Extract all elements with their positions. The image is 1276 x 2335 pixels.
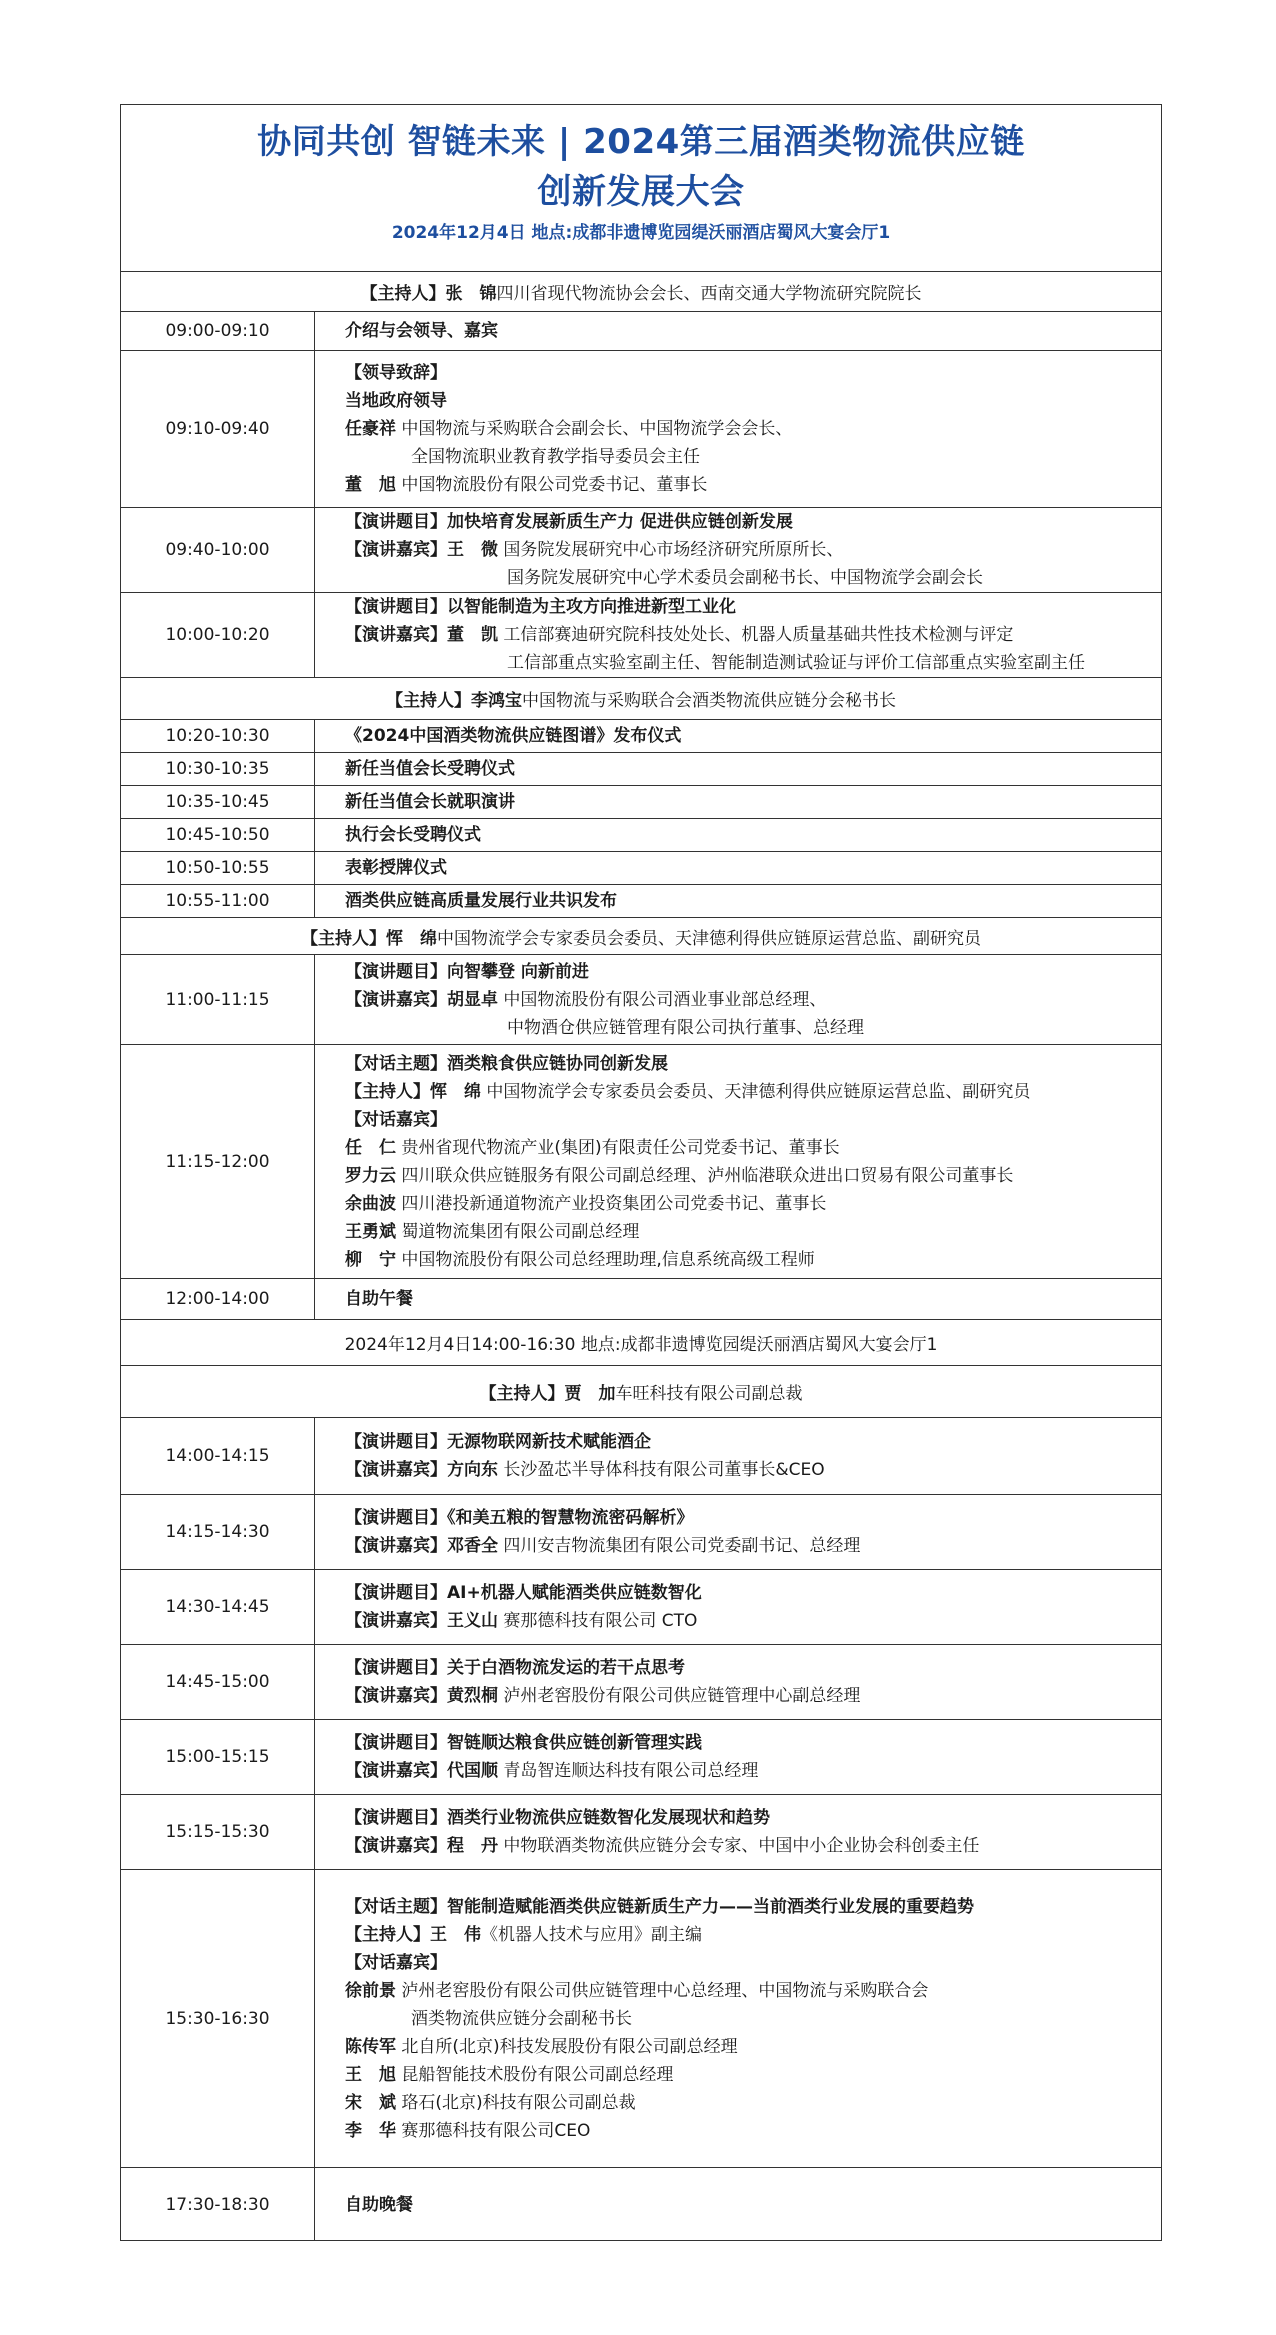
table-row	[121, 1720, 1161, 1795]
speaker-title: 长沙盈芯半导体科技有限公司董事长&CEO	[498, 1460, 825, 1480]
time-cell: 10:00-10:20	[121, 593, 315, 677]
time-cell: 09:10-09:40	[121, 351, 315, 507]
panelist-name: 余曲波	[345, 1193, 396, 1214]
table-row	[121, 1870, 1161, 2168]
panelist-title: 北自所(北京)科技发展股份有限公司副总经理	[396, 2036, 738, 2057]
speaker-label: 【演讲嘉宾】王 微	[345, 540, 498, 560]
speaker-title: 中物联酒类物流供应链分会专家、中国中小企业协会科创委主任	[498, 1836, 980, 1856]
talk-topic: 【演讲题目】AI+机器人赋能酒类供应链数智化	[345, 1583, 702, 1603]
date-location: 2024年12月4日 地点:成都非遗博览园缇沃丽酒店蜀风大宴会厅1	[391, 223, 891, 243]
time-cell: 10:30-10:35	[121, 753, 315, 785]
speaker-label: 【演讲嘉宾】董 凯	[345, 625, 498, 645]
panelist-name: 陈传军	[345, 2036, 396, 2057]
panelist-title: 珞石(北京)科技有限公司副总裁	[396, 2092, 636, 2113]
speaker-label: 【演讲嘉宾】王义山	[345, 1611, 498, 1631]
panelists-label: 【对话嘉宾】	[345, 1109, 447, 1130]
speaker-name: 任豪祥	[345, 419, 396, 439]
table-row	[121, 2168, 1161, 2241]
panelists-label: 【对话嘉宾】	[345, 1952, 447, 1973]
time-cell: 09:00-09:10	[121, 312, 315, 350]
time-cell: 12:00-14:00	[121, 1279, 315, 1319]
session-title: 新任当值会长受聘仪式	[345, 759, 515, 779]
table-row	[121, 786, 1161, 819]
session-title: 执行会长受聘仪式	[345, 825, 481, 845]
panelist-title: 泸州老窖股份有限公司供应链管理中心总经理、中国物流与采购联合会	[396, 1980, 929, 2001]
time-cell: 14:15-14:30	[121, 1495, 315, 1569]
speaker-title-cont: 工信部重点实验室副主任、智能制造测试验证与评价工信部重点实验室副主任	[507, 653, 1085, 673]
speaker-label: 【演讲嘉宾】邓香全	[345, 1536, 498, 1556]
speaker-title-cont: 中物酒仓供应链管理有限公司执行董事、总经理	[507, 1017, 864, 1038]
table-row	[121, 1279, 1161, 1320]
speaker-title: 青岛智连顺达科技有限公司总经理	[498, 1761, 759, 1781]
table-row	[121, 1495, 1161, 1570]
panelist-name: 罗力云	[345, 1165, 396, 1186]
session-title: 酒类供应链高质量发展行业共识发布	[345, 891, 617, 911]
session-title: 自助晚餐	[345, 2194, 413, 2215]
section-label: 【领导致辞】	[345, 363, 447, 383]
panelist-title: 贵州省现代物流产业(集团)有限责任公司党委书记、董事长	[396, 1137, 840, 1158]
host-text: 四川省现代物流协会会长、西南交通大学物流研究院院长	[496, 284, 922, 304]
panelist-title: 赛那德科技有限公司CEO	[396, 2120, 591, 2141]
time-cell: 11:00-11:15	[121, 955, 315, 1044]
host-text: 车旺科技有限公司副总裁	[615, 1384, 803, 1404]
table-row	[121, 720, 1161, 753]
time-cell: 15:15-15:30	[121, 1795, 315, 1869]
dialogue-topic: 【对话主题】智能制造赋能酒类供应链新质生产力——当前酒类行业发展的重要趋势	[345, 1896, 974, 1917]
panelist-title: 四川港投新通道物流产业投资集团公司党委书记、董事长	[396, 1193, 827, 1214]
table-row	[121, 885, 1161, 918]
host-label: 【主持人】贾 加	[479, 1384, 616, 1404]
panelist-title: 昆船智能技术股份有限公司副总经理	[396, 2064, 674, 2085]
time-cell: 17:30-18:30	[121, 2168, 315, 2241]
time-cell: 10:35-10:45	[121, 786, 315, 818]
time-cell: 10:20-10:30	[121, 720, 315, 752]
speaker-label: 【演讲嘉宾】胡显卓	[345, 989, 498, 1010]
speaker-title: 中国物流股份有限公司酒业事业部总经理、	[498, 989, 827, 1010]
table-row	[121, 852, 1161, 885]
speaker-title-cont: 国务院发展研究中心学术委员会副秘书长、中国物流学会副会长	[507, 568, 983, 588]
time-cell: 14:45-15:00	[121, 1645, 315, 1719]
speaker-title: 泸州老窖股份有限公司供应链管理中心副总经理	[498, 1686, 861, 1706]
agenda-table	[120, 104, 1162, 2241]
speaker-label: 【演讲嘉宾】黄烈桐	[345, 1686, 498, 1706]
table-row	[121, 955, 1161, 1045]
panelist-title: 中国物流股份有限公司总经理助理,信息系统高级工程师	[396, 1249, 815, 1270]
talk-topic: 【演讲题目】以智能制造为主攻方向推进新型工业化	[345, 597, 736, 617]
table-row	[121, 1418, 1161, 1495]
session-title: 新任当值会长就职演讲	[345, 792, 515, 812]
table-row	[121, 593, 1161, 678]
time-cell: 14:00-14:15	[121, 1418, 315, 1494]
table-row	[121, 351, 1161, 508]
panelist-name: 宋 斌	[345, 2092, 396, 2113]
speaker-title: 国务院发展研究中心市场经济研究所原所长、	[498, 540, 844, 560]
table-row	[121, 312, 1161, 351]
talk-topic: 【演讲题目】加快培育发展新质生产力 促进供应链创新发展	[345, 512, 793, 532]
talk-topic: 【演讲题目】酒类行业物流供应链数智化发展现状和趋势	[345, 1808, 770, 1828]
speaker-label: 【演讲嘉宾】程 丹	[345, 1836, 498, 1856]
speaker-title: 中国物流与采购联合会副会长、中国物流学会会长、	[396, 419, 793, 439]
panelist-name: 王勇斌	[345, 1221, 396, 1242]
speaker-label: 【演讲嘉宾】方向东	[345, 1460, 498, 1480]
table-row	[121, 1795, 1161, 1870]
speaker-title: 中国物流股份有限公司党委书记、董事长	[396, 475, 708, 495]
agenda-header	[121, 105, 1161, 272]
host-text: 中国物流学会专家委员会委员、天津德利得供应链原运营总监、副研究员	[437, 928, 981, 949]
session-title: 自助午餐	[345, 1289, 413, 1309]
time-cell: 10:50-10:55	[121, 852, 315, 884]
speaker-title: 赛那德科技有限公司 CTO	[498, 1611, 698, 1631]
panelist-name: 徐前景	[345, 1980, 396, 2001]
moderator-title: 中国物流学会专家委员会委员、天津德利得供应链原运营总监、副研究员	[481, 1081, 1031, 1102]
table-row	[121, 1045, 1161, 1279]
table-row	[121, 819, 1161, 852]
host-label: 【主持人】恽 绵	[301, 928, 437, 949]
panelist-name: 李 华	[345, 2120, 396, 2141]
dialogue-topic: 【对话主题】酒类粮食供应链协同创新发展	[345, 1053, 668, 1074]
panelist-title-cont: 酒类物流供应链分会副秘书长	[411, 2008, 632, 2029]
time-cell: 14:30-14:45	[121, 1570, 315, 1644]
talk-topic: 【演讲题目】智链顺达粮食供应链创新管理实践	[345, 1733, 702, 1753]
talk-topic: 【演讲题目】向智攀登 向新前进	[345, 961, 589, 982]
speaker-name: 董 旭	[345, 475, 396, 495]
table-row	[121, 1645, 1161, 1720]
panelist-name: 任 仁	[345, 1137, 396, 1158]
panelist-title: 四川联众供应链服务有限公司副总经理、泸州临港联众进出口贸易有限公司董事长	[396, 1165, 1014, 1186]
host-label: 【主持人】李鸿宝	[386, 691, 522, 711]
panelist-name: 柳 宁	[345, 1249, 396, 1270]
time-cell: 09:40-10:00	[121, 508, 315, 592]
speaker-label: 【演讲嘉宾】代国顺	[345, 1761, 498, 1781]
host-row	[121, 272, 1161, 312]
moderator-label: 【主持人】恽 绵	[345, 1081, 481, 1102]
moderator-title: 《机器人技术与应用》副主编	[481, 1924, 702, 1945]
session-title: 表彰授牌仪式	[345, 858, 447, 878]
session-title: 《2024中国酒类物流供应链图谱》发布仪式	[345, 726, 682, 746]
panelist-name: 王 旭	[345, 2064, 396, 2085]
session-title: 介绍与会领导、嘉宾	[345, 321, 498, 341]
panelist-title: 蜀道物流集团有限公司副总经理	[396, 1221, 640, 1242]
afternoon-header: 2024年12月4日14:00-16:30 地点:成都非遗博览园缇沃丽酒店蜀风大宴会厅1	[121, 1320, 1161, 1366]
speaker-title: 工信部赛迪研究院科技处处长、机器人质量基础共性技术检测与评定	[498, 625, 1014, 645]
moderator-label: 【主持人】王 伟	[345, 1924, 481, 1945]
host-row	[121, 1366, 1161, 1418]
host-text: 中国物流与采购联合会酒类物流供应链分会秘书长	[522, 691, 896, 711]
page-title-line2: 创新发展大会	[537, 172, 745, 212]
time-cell: 10:45-10:50	[121, 819, 315, 851]
table-row	[121, 508, 1161, 593]
speaker-title-cont: 全国物流职业教育教学指导委员会主任	[411, 447, 700, 467]
session-title: 当地政府领导	[345, 391, 447, 411]
table-row	[121, 1570, 1161, 1645]
speaker-title: 四川安吉物流集团有限公司党委副书记、总经理	[498, 1536, 861, 1556]
talk-topic: 【演讲题目】无源物联网新技术赋能酒企	[345, 1432, 651, 1452]
table-row	[121, 753, 1161, 786]
host-row	[121, 918, 1161, 955]
talk-topic: 【演讲题目】《和美五粮的智慧物流密码解析》	[345, 1508, 694, 1528]
host-row	[121, 678, 1161, 720]
talk-topic: 【演讲题目】关于白酒物流发运的若干点思考	[345, 1658, 685, 1678]
time-cell: 11:15-12:00	[121, 1045, 315, 1278]
time-cell: 10:55-11:00	[121, 885, 315, 917]
time-cell: 15:30-16:30	[121, 1870, 315, 2167]
page-title: 协同共创 智链未来 | 2024第三届酒类物流供应链	[257, 122, 1025, 162]
host-label: 【主持人】张 锦	[360, 284, 497, 304]
time-cell: 15:00-15:15	[121, 1720, 315, 1794]
